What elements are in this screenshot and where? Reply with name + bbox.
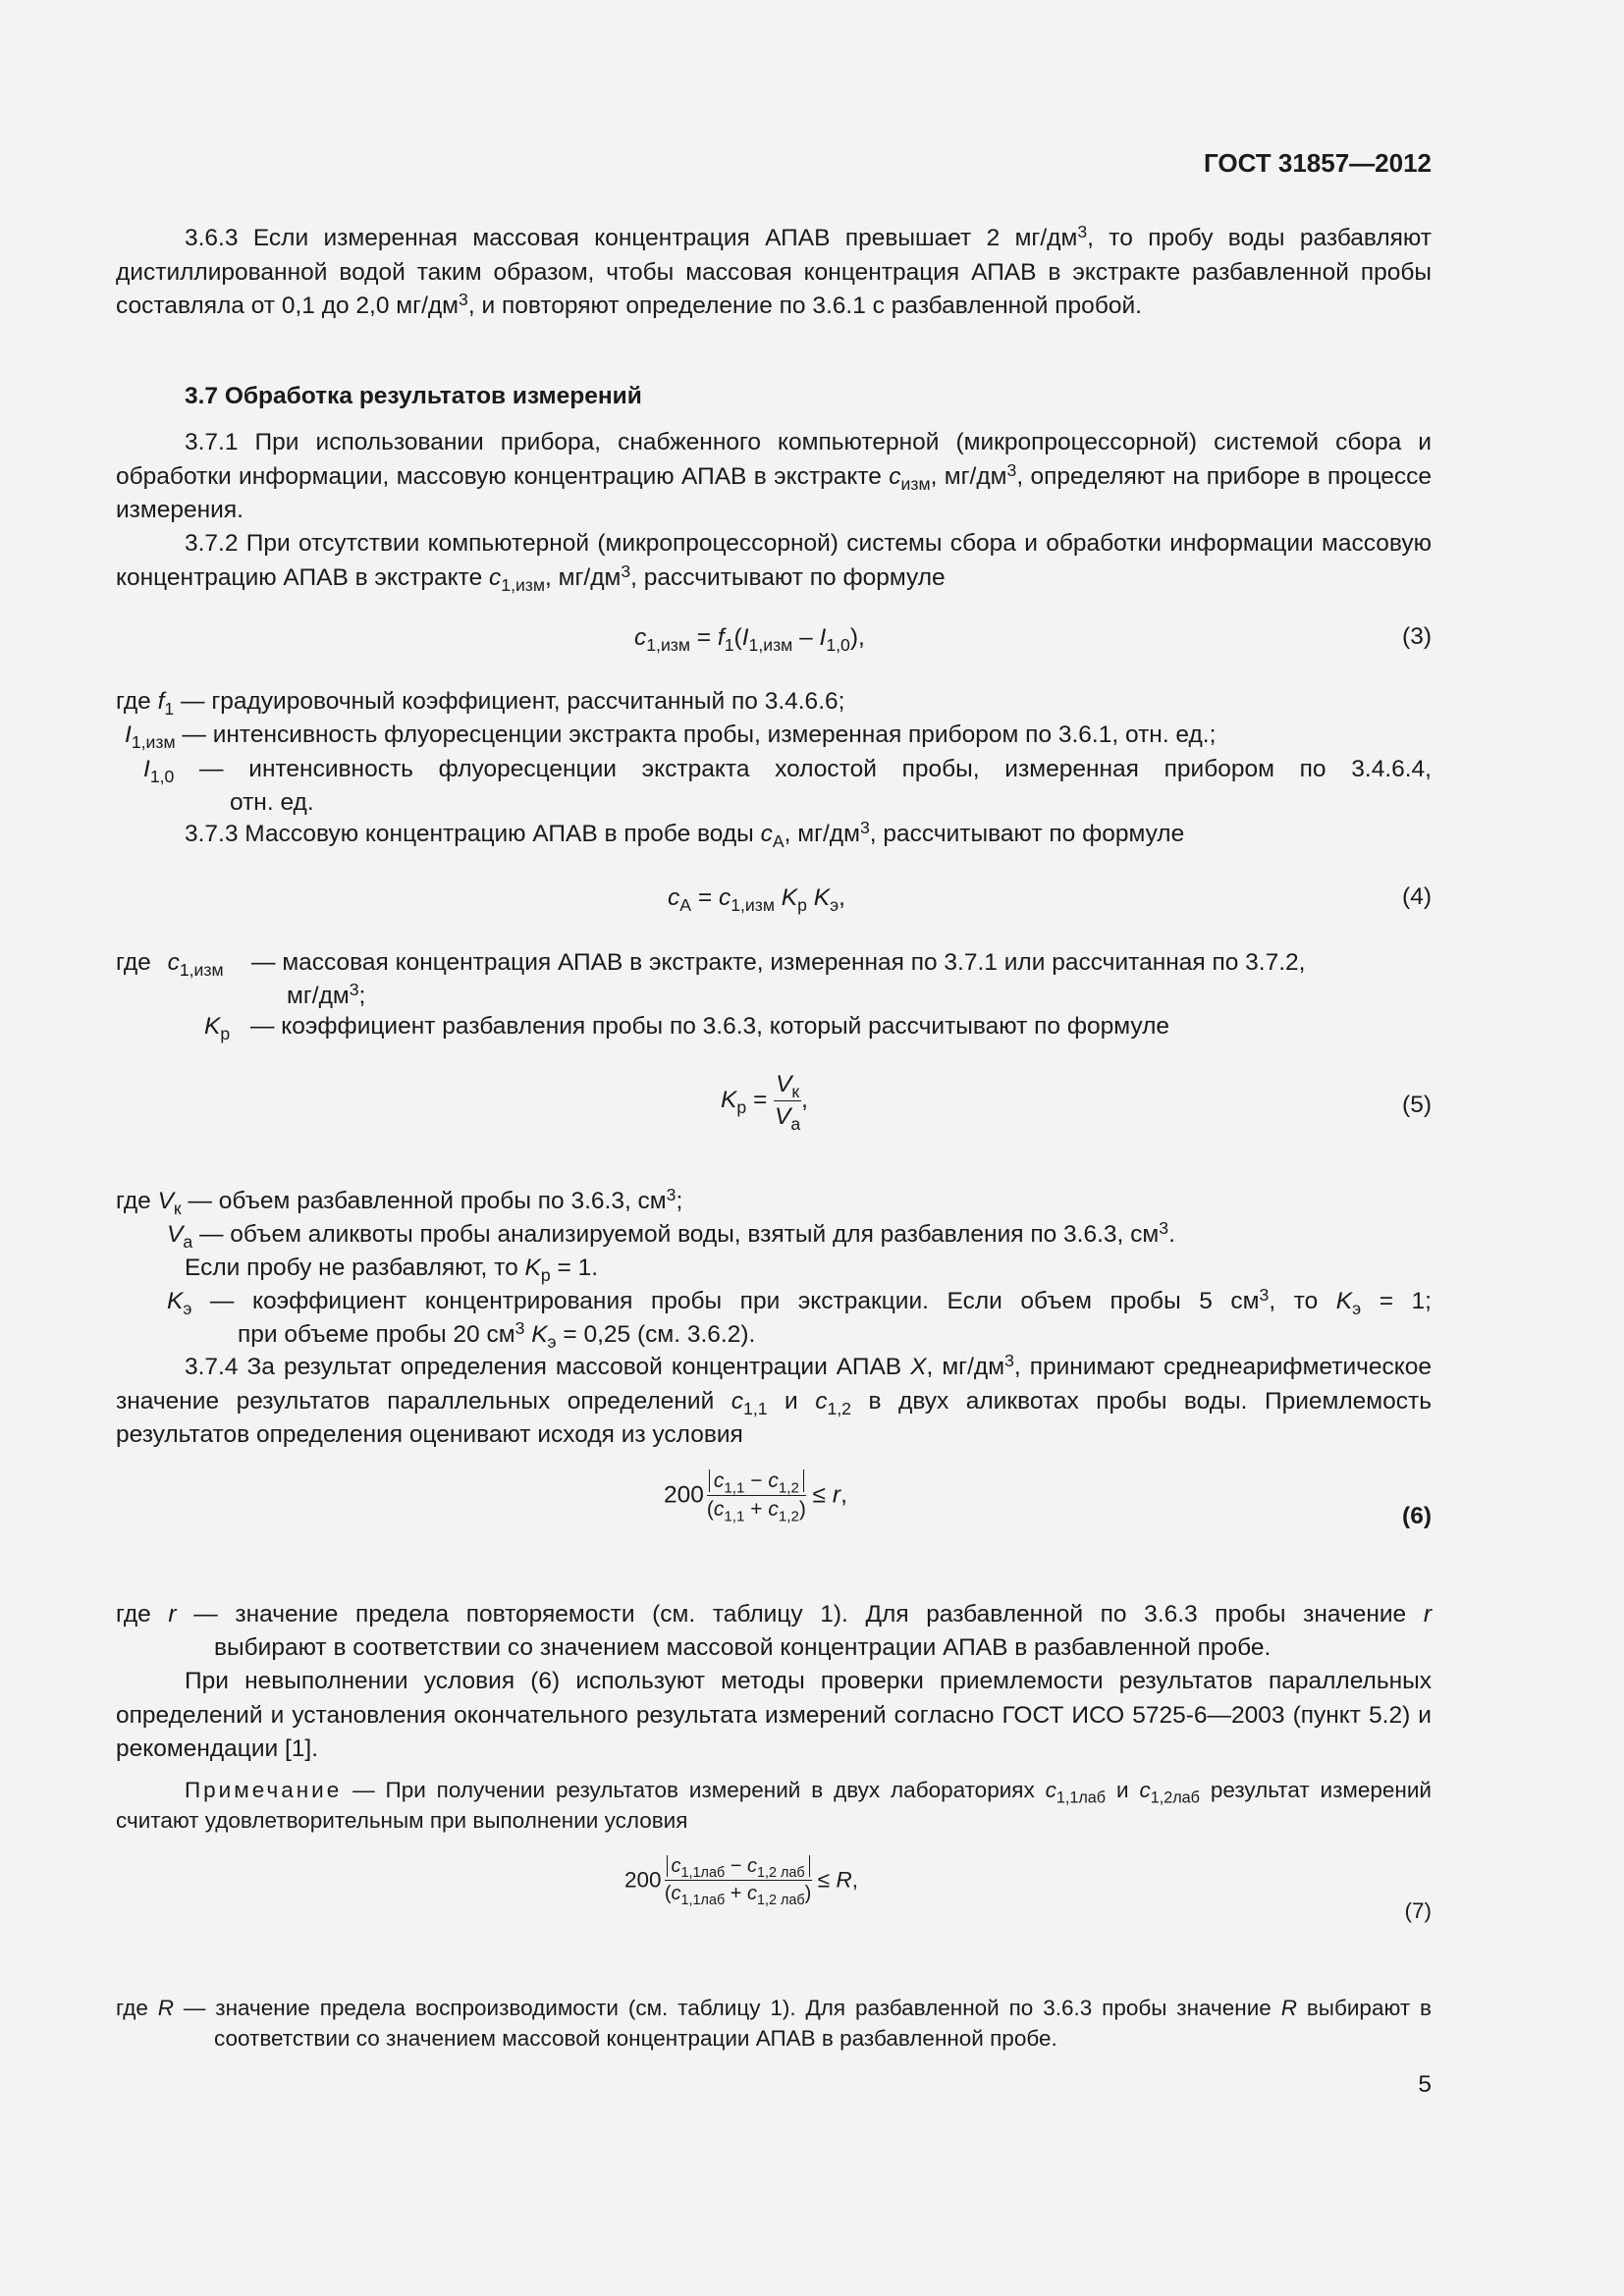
doc-header-id: ГОСТ 31857—2012: [1204, 148, 1432, 178]
paragraph-3-6-3: 3.6.3 Если измеренная массовая концентрация АПАВ превышает 2 $мг/дм^3$, то пробу воды разбавляют дистиллированной водой таким образом, чтобы массовая концентрация АПАВ в экстракте разбавленной пробы составляла от 0,1 до 2,0 $мг/дм^3$, и повторяют определение по 3.6.1 с разбавленной пробой.: [116, 222, 1432, 319]
definition-kp: $K_р$ — коэффициент разбавления пробы по 3.6.3, который рассчитывают по формуле: [204, 1013, 1169, 1044]
paragraph-3-7-2: 3.7.2 При отсутствии компьютерной (микропроцессорной) системы сбора и обработки информации массовую концентрацию АПАВ в экстракте $c_{1,изм}$, $мг/дм^3$, рассчитывают по формуле: [116, 530, 1432, 595]
paragraph-3-7-1: 3.7.1 При использовании прибора, снабженного компьютерной (микропроцессорной) системой сбора и обработки информации, массовую концентрацию АПАВ в экстракте $c_{изм}$, $мг/дм^3$, определяют на приборе в процессе измерения.: [116, 429, 1432, 523]
definition-i1-izm: $I_{1,изм}$ — интенсивность флуоресценции экстракта пробы, измеренная прибором по 3.6.1, отн. ед.;: [125, 721, 1217, 753]
fraction-repeatability: $\frac{c_{1,1} - c_{1,2}}{(c_{1,1} + c_{1,2})}$: [706, 1469, 806, 1525]
definition-i10: $I_{1,0}$ — интенсивность флуоресценции экстракта холостой пробы, измеренная прибором по 3.4.6.4,: [143, 756, 1432, 787]
definition-i10-cont: отн. ед.: [230, 789, 314, 816]
equation-6-number: (6): [1402, 1503, 1432, 1529]
equation-5: $K_р$ = $\frac{V_к}{V_а}$ ,: [721, 1071, 808, 1135]
definition-r-cont: выбирают в соответствии со значением массовой концентрации АПАВ в разбавленной пробе.: [214, 1634, 1272, 1661]
note-interlab: Примечание — При получении результатов измерений в двух лабораториях $c_{1,1лаб}$ и $c_{1,2лаб}$ результат измерений считают удовлетворительным при выполнении условия: [116, 1778, 1432, 1833]
section-heading-3-7: 3.7 Обработка результатов измерений: [185, 383, 642, 409]
definition-ke: $K_э$ — коэффициент концентрирования пробы при экстракции. Если объем пробы 5 $см^3$, то $K_э = 1$;: [167, 1285, 1432, 1319]
equation-4: $c_А = c_{1,изм}$ $K_р$ $K_э$,: [668, 884, 845, 916]
equation-7-number: (7): [1404, 1898, 1432, 1923]
fraction-reproducibility: $\frac{c_{1,1лаб} - c_{1,2 лаб}}{(c_{1,1лаб} + c_{1,2 лаб})}$: [664, 1855, 812, 1909]
equation-6: 200 $\frac{c_{1,1} - c_{1,2}}{(c_{1,1} + c_{1,2})}$ ≤ r,: [664, 1469, 847, 1525]
equation-7: 200 $\frac{c_{1,1лаб} - c_{1,2 лаб}}{(c_{1,1лаб} + c_{1,2 лаб})}$ ≤ R,: [624, 1855, 859, 1909]
paragraph-nonconformance: При невыполнении условия (6) используют методы проверки приемлемости результатов параллельных определений и установления окончательного результата измерений согласно ГОСТ ИСО 5725-6—2003 (пункт 5.2) и рекомендации [1].: [116, 1668, 1432, 1762]
definition-R: где R — значение предела воспроизводимости (см. таблицу 1). Для разбавленной по 3.6.3 пробы значение R выбирают в соответствии со значением массовой концентрации АПАВ в разбавленной пробе.: [116, 1996, 1432, 2051]
equation-3-number: (3): [1402, 623, 1432, 650]
definition-va: $V_а$ — объем аликвоты пробы анализируемой воды, взятый для разбавления по 3.6.3, $см^3$.: [167, 1218, 1175, 1253]
equation-3: $c_{1,изм} = f_1(I_{1,изм} - I_{1,0})$,: [634, 624, 865, 656]
definition-no-dilution: Если пробу не разбавляют, то $K_р = 1$.: [185, 1255, 599, 1286]
paragraph-3-7-3: 3.7.3 Массовую концентрацию АПАВ в пробе воды $c_А$, $мг/дм^3$, рассчитывают по формуле: [185, 818, 1185, 852]
page-number: 5: [1418, 2071, 1432, 2098]
equation-5-number: (5): [1402, 1092, 1432, 1118]
definition-f1: где $f_1$ — градуировочный коэффициент, рассчитанный по 3.4.6.6;: [116, 688, 845, 720]
definition-c1-izm-text: — массовая концентрация АПАВ в экстракте, измеренная по 3.7.1 или рассчитанная по 3.7.2,: [251, 949, 1306, 976]
definition-r: где r — значение предела повторяемости (см. таблицу 1). Для разбавленной по 3.6.3 пробы значение r: [116, 1601, 1432, 1628]
equation-4-number: (4): [1402, 883, 1432, 910]
definition-c1-izm-cont: $мг/дм^3$;: [287, 980, 366, 1009]
definition-vk: где $V_к$ — объем разбавленной пробы по 3.6.3, $см^3$;: [116, 1185, 683, 1219]
fraction-vk-va: $\frac{V_к}{V_а}$: [775, 1071, 801, 1135]
definition-ke-cont: при объеме пробы 20 $см^3$ $K_э = 0,25$ (см. 3.6.2).: [238, 1318, 756, 1353]
definition-c1-izm: где $c_{1,изм}$: [116, 949, 224, 981]
paragraph-3-7-4: 3.7.4 За результат определения массовой концентрации АПАВ X, $мг/дм^3$, принимают среднеарифметическое значение результатов параллельных определений $c_{1,1}$ и $c_{1,2}$ в двух аликвотах пробы воды. Приемлемость результатов определения оценивают исходя из условия: [116, 1351, 1433, 1448]
